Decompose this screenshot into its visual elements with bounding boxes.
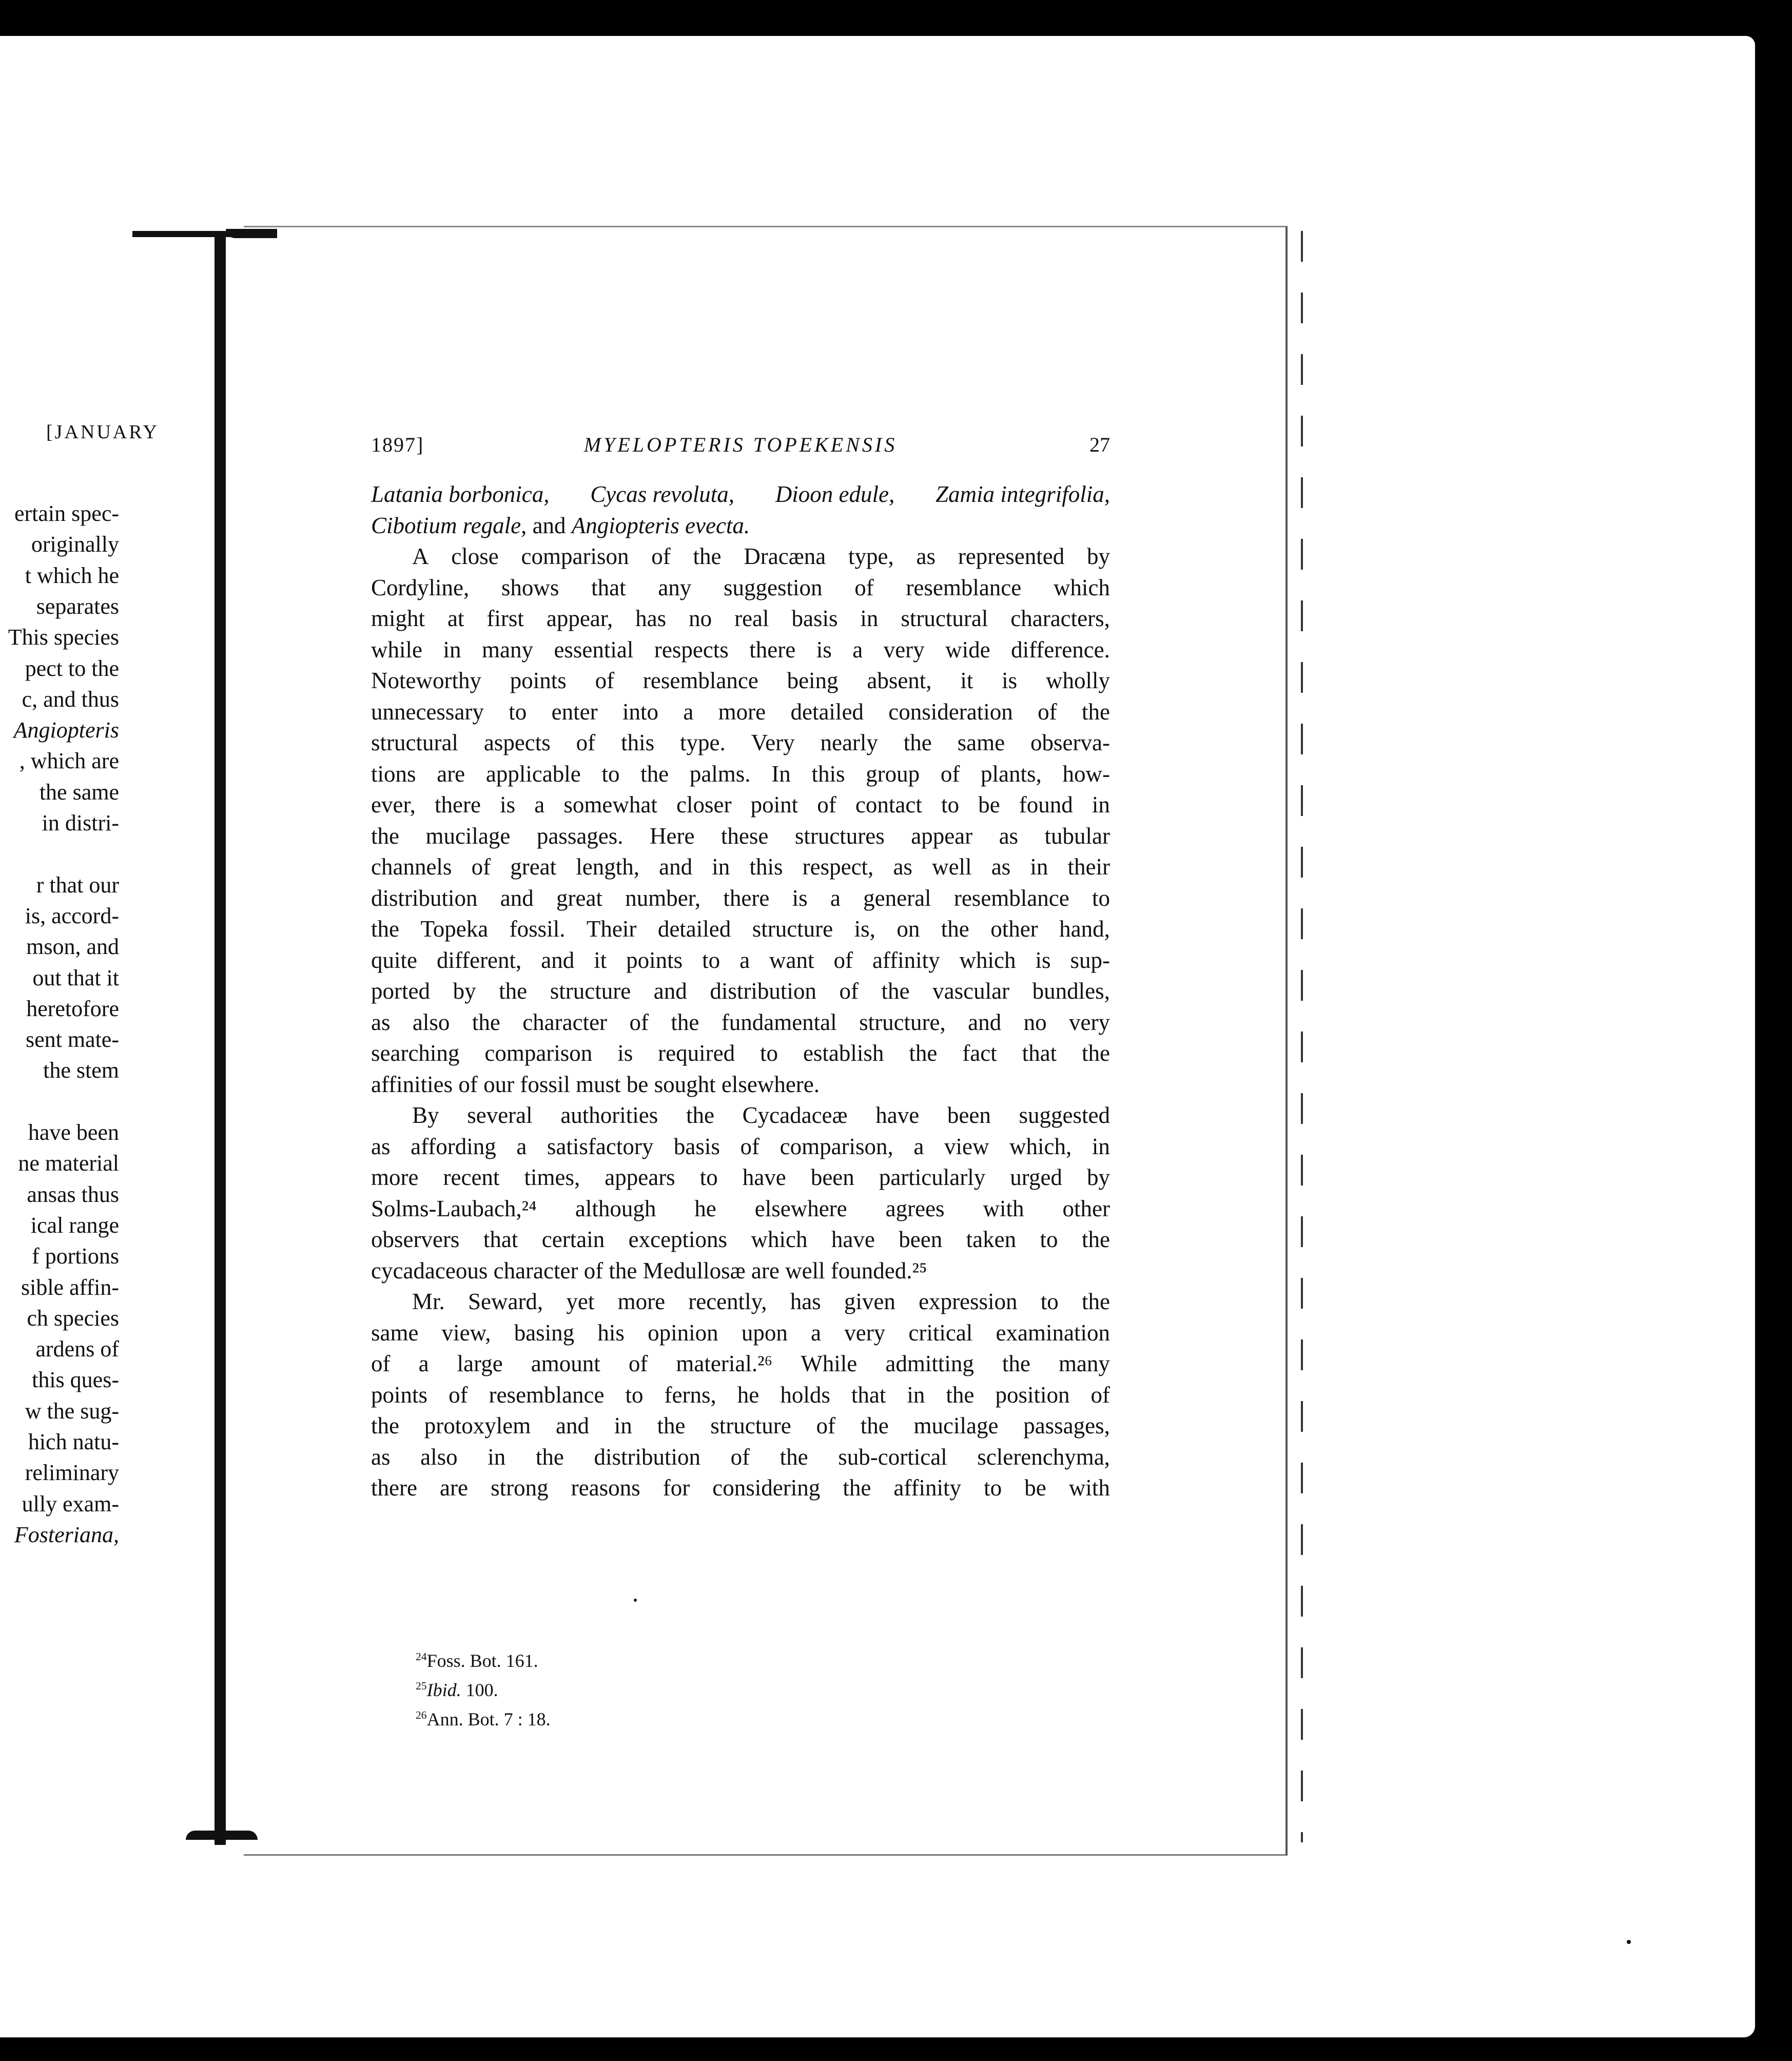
text-line: ported by the structure and distribution of the vascular bundles, [371,978,1110,1004]
text-line [371,510,1110,541]
text-line: points of resemblance to ferns, he holds that in the position of [371,1382,1110,1408]
text-line: unnecessary to enter into a more detailed consideration of the [371,698,1110,725]
text-line: same view, basing his opinion upon a very critical examination [371,1319,1110,1346]
footnote-marker: 26 [416,1709,427,1721]
left-page-line: reliminary [25,1460,119,1486]
left-page-line: ch species [27,1305,119,1331]
paragraph-seward [371,1286,1110,1504]
text-line: ever, there is a somewhat closer point of contact to be found in [371,792,1110,818]
left-page-line: c, and thus [22,686,119,712]
left-page-line: ansas thus [27,1181,119,1207]
footnote-text: Ann. Bot. 7 : 18. [426,1709,551,1729]
left-page-line: sent mate- [25,1027,119,1053]
left-page-line: This species [8,625,119,650]
left-page-line: the same [39,779,119,805]
text-line: Cordyline, shows that any suggestion of resemblance which [371,574,1110,600]
left-page-line: originally [31,532,119,557]
footnote-24 [416,1646,551,1676]
text-line: channels of great length, and in this respect, as well as in their [371,854,1110,880]
left-page-line: have been [28,1120,119,1145]
left-page-line: Angiopteris [13,717,119,743]
footnote-marker: 25 [416,1680,427,1692]
left-page-line: mson, and [26,934,119,960]
species-name: Cibotium regale, [371,512,527,538]
text-line: searching comparison is required to establish the fact that the [371,1040,1110,1066]
footnote-marker: 24 [416,1650,427,1663]
header-title: MYELOPTERIS TOPEKENSIS [583,433,898,456]
text-line: there are strong reasons for considering the affinity to be with [371,1475,1110,1501]
text-line: affinities of our fossil must be sought elsewhere. [371,1071,820,1097]
text-line: the mucilage passages. Here these structures appear as tubular [371,823,1110,849]
page-edge-shadow [1301,231,1303,1842]
left-page-line: ical range [30,1212,119,1238]
footnotes [416,1646,551,1734]
footnote-text: Foss. Bot. 161. [426,1650,538,1671]
left-page-line: t which he [25,562,119,588]
species-name: Angiopteris evecta. [571,512,750,538]
text-line: the Topeka fossil. Their detailed structure is, on the other hand, [371,916,1110,942]
left-page-line: r that our [36,872,119,898]
text-line: Mr. Seward, yet more recently, has given expression to the [412,1289,1110,1314]
left-page-line: Fosteriana, [14,1522,119,1547]
scan-speck [634,1599,637,1602]
text-line [371,479,1110,510]
left-page-line: sible affin- [21,1274,119,1300]
text-line: the protoxylem and in the structure of the mucilage passages, [371,1413,1110,1438]
left-page-line: out that it [32,965,119,990]
scan-speck [1627,1940,1631,1944]
page-number: 27 [1089,433,1110,456]
running-header [371,433,1110,463]
footnote-ibid: Ibid. [426,1680,461,1700]
left-page-line: pect to the [25,655,119,681]
text-line: more recent times, appears to have been particularly urged by [371,1164,1110,1190]
left-page-line: this ques- [32,1367,119,1393]
species-name: Cycas revoluta, [590,481,735,507]
text-line: tions are applicable to the palms. In this group of plants, how- [371,761,1110,787]
left-page-line: hich natu- [28,1429,119,1454]
text-line: Solms-Laubach,²⁴ although he elsewhere agrees with other [371,1195,1110,1221]
body-text [371,479,1110,1504]
text-line: while in many essential respects there is a very wide difference. [371,636,1110,663]
text-line: Noteworthy points of resemblance being absent, it is wholly [371,668,1110,693]
right-page-frame [244,226,1288,1856]
text-line: of a large amount of material.²⁶ While admitting the many [371,1351,1110,1376]
gutter-vertical-bar [215,236,226,1845]
word: and [532,512,566,538]
text-line: A close comparison of the Dracæna type, as represented by [412,543,1110,569]
left-page-line: f portions [32,1243,119,1269]
species-name: Zamia integrifolia, [935,481,1110,507]
footnote-text: 100. [461,1680,498,1700]
species-name: Dioon edule, [775,481,895,507]
left-page-line: is, accord- [25,903,119,928]
text-line: distribution and great number, there is a general resemblance to [371,885,1110,911]
text-line: as affording a satisfactory basis of comparison, a view which, in [371,1133,1110,1159]
left-page-line: the stem [43,1058,119,1083]
header-year: 1897] [371,433,424,456]
left-page-line: w the sug- [25,1398,119,1424]
left-page-line: separates [36,593,119,619]
footnote-25 [416,1676,551,1705]
left-page-fragment [0,36,205,2037]
left-page-line: heretofore [26,996,119,1021]
text-line: cycadaceous character of the Medullosæ are well founded.²⁵ [371,1257,927,1284]
text-line: By several authorities the Cycadaceæ have been suggested [412,1102,1110,1128]
left-page-line: ne material [18,1151,119,1176]
paragraph-dracaena [371,541,1110,1100]
footnote-26 [416,1705,551,1734]
text-line: as also the character of the fundamental structure, and no very [371,1009,1110,1035]
text-line: quite different, and it points to a want of affinity which is sup- [371,947,1110,973]
left-page-line: ardens of [35,1336,119,1362]
text-line: observers that certain exceptions which have been taken to the [371,1227,1110,1252]
paragraph-cycadaceae [371,1100,1110,1286]
left-page-line: ully exam- [22,1491,119,1516]
text-line: as also in the distribution of the sub-cortical sclerenchyma, [371,1444,1110,1470]
left-page-line: , which are [19,748,119,774]
scanned-sheet [0,36,1755,2037]
left-running-head: [JANUARY [46,421,159,443]
text-line: structural aspects of this type. Very nearly the same observa- [371,730,1110,755]
species-name: Latania borbonica, [371,481,550,507]
text-line: might at first appear, has no real basis in structural characters, [371,606,1110,631]
left-page-line: ertain spec- [14,501,119,526]
left-page-line: in distri- [42,810,119,835]
